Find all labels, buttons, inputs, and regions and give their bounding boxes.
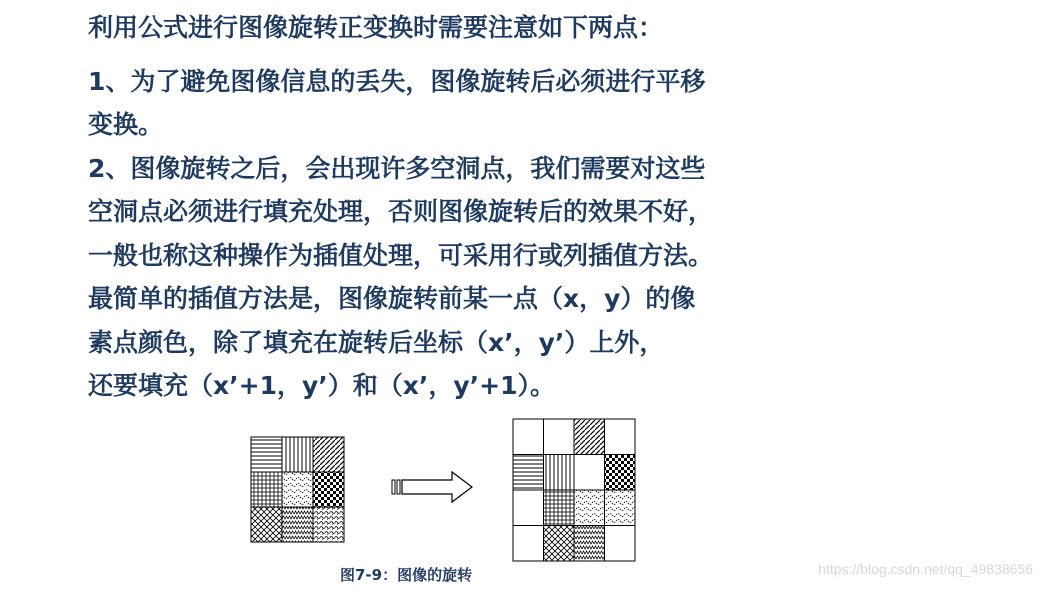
rotated-cell-1-1 bbox=[544, 455, 575, 491]
rotated-cell-1-3 bbox=[605, 455, 636, 491]
rotated-cell-0-0 bbox=[513, 419, 544, 455]
original-cell-0-1 bbox=[282, 437, 313, 472]
point-1-line-1: 1、为了避免图像信息的丢失，图像旋转后必须进行平移 bbox=[88, 66, 706, 96]
point-2-line-6: 还要填充（x’+1，y’）和（x’，y’+1）。 bbox=[88, 371, 556, 400]
original-cell-2-2 bbox=[313, 507, 344, 542]
point-2-line-3: 一般也称这种操作为插值处理，可采用行或列插值方法。 bbox=[88, 240, 714, 270]
original-image-grid bbox=[251, 437, 344, 542]
point-2-line-2: 空洞点必须进行填充处理，否则图像旋转后的效果不好， bbox=[88, 197, 714, 226]
original-cell-0-0 bbox=[251, 437, 282, 472]
figure-caption: 图7-9：图像的旋转 bbox=[340, 566, 473, 584]
heading-line: 利用公式进行图像旋转正变换时需要注意如下两点： bbox=[88, 13, 664, 42]
rotated-cell-2-0 bbox=[513, 490, 544, 526]
rotated-cell-2-3 bbox=[605, 490, 636, 526]
point-2-line-1: 2、图像旋转之后，会出现许多空洞点，我们需要对这些 bbox=[88, 153, 706, 183]
original-cell-1-2 bbox=[313, 472, 344, 507]
rotated-cell-3-3 bbox=[605, 526, 636, 562]
original-cell-0-2 bbox=[313, 437, 344, 472]
rotated-cell-3-2 bbox=[574, 526, 605, 562]
point-2-line-4: 最简单的插值方法是，图像旋转前某一点（x，y）的像 bbox=[88, 284, 696, 313]
rotated-cell-1-0 bbox=[513, 455, 544, 491]
original-cell-1-0 bbox=[251, 472, 282, 507]
rotated-cell-3-0 bbox=[513, 526, 544, 562]
rotated-cell-0-3 bbox=[605, 419, 636, 455]
rotated-cell-2-2 bbox=[574, 490, 605, 526]
rotated-cell-0-2 bbox=[574, 419, 605, 455]
watermark: https://blog.csdn.net/qq_49838656 bbox=[818, 561, 1033, 577]
right-arrow-icon bbox=[392, 472, 472, 502]
point-1-line-2: 变换。 bbox=[88, 110, 164, 139]
original-cell-2-0 bbox=[251, 507, 282, 542]
rotated-image-grid bbox=[513, 419, 635, 561]
original-cell-2-1 bbox=[282, 507, 313, 542]
rotated-cell-1-2 bbox=[574, 455, 605, 491]
rotated-cell-0-1 bbox=[544, 419, 575, 455]
rotated-cell-2-1 bbox=[544, 490, 575, 526]
rotation-figure bbox=[240, 410, 660, 588]
slide-body bbox=[88, 6, 848, 408]
rotated-cell-3-1 bbox=[544, 526, 575, 562]
original-cell-1-1 bbox=[282, 472, 313, 507]
point-2-line-5: 素点颜色，除了填充在旋转后坐标（x’，y’）上外， bbox=[88, 327, 665, 357]
